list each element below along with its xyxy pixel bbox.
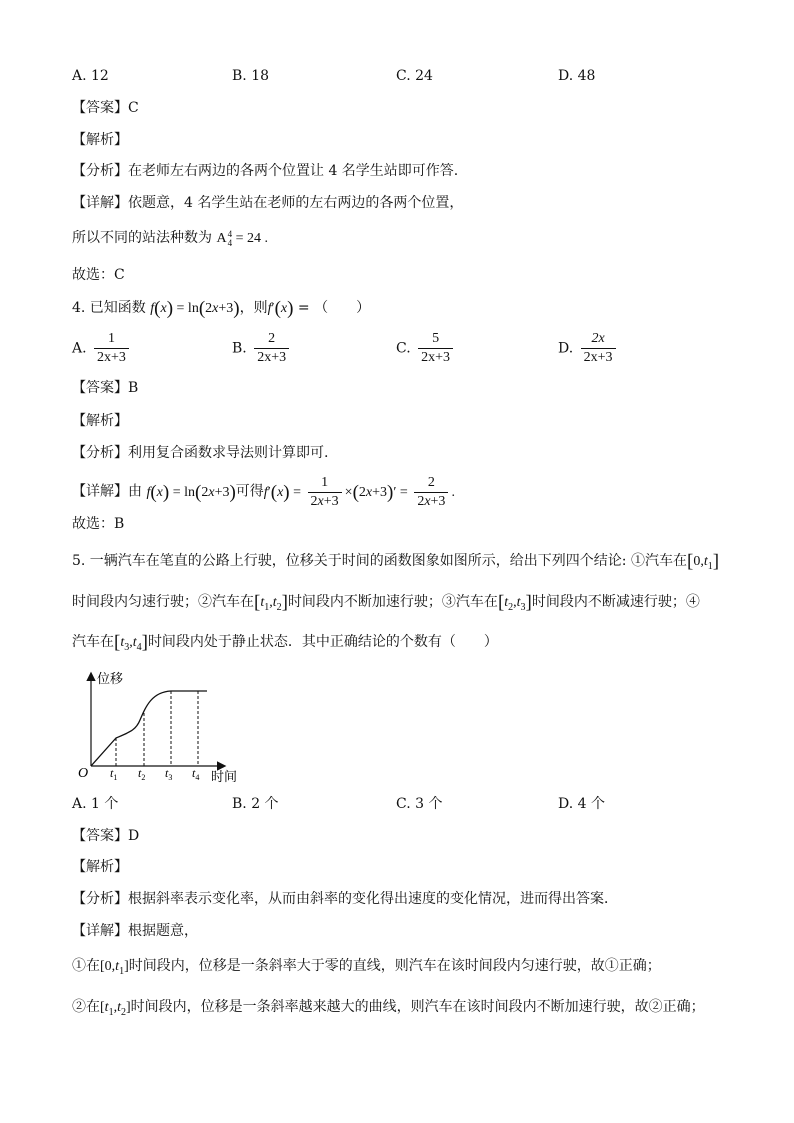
q4-option-b <box>232 331 292 366</box>
q4-stem-suffix: = （ ） <box>293 300 371 316</box>
q3-answer: 【答案】C <box>72 100 139 116</box>
q5-option-c: C. 3 个 <box>396 796 443 812</box>
q3-analysis-heading: 【解析】 <box>72 132 128 148</box>
q5-point1-prefix: ①在 <box>72 958 100 974</box>
q5-option-a: A. 1 个 <box>72 796 119 812</box>
q5-point2-interval: $[t_1,t_2]$ <box>100 1000 131 1018</box>
q5-stem2a: 时间段内匀速行驶；②汽车在 <box>72 594 254 610</box>
q5-point1 <box>72 956 661 982</box>
t4-label: $t_4$ <box>192 766 200 782</box>
q5-stem3b: 时间段内处于静止状态．其中正确结论的个数有（ ） <box>147 634 498 650</box>
q4-stem-prefix: 4. 已知函数 <box>72 300 146 316</box>
t3-label: $t_3$ <box>165 766 173 782</box>
q5-interval-t3-t4: $[t_3,t_4]$ <box>114 632 148 653</box>
q4-option-d-label: D. <box>558 340 574 357</box>
q5-analysis-heading: 【解析】 <box>72 859 128 875</box>
q3-option-c: C. 24 <box>396 68 433 84</box>
q5-point2-text: 时间段内，位移是一条斜率越来越大的曲线，则汽车在该时间段内不断加速行驶，故②正确； <box>130 999 705 1015</box>
origin-label: O <box>78 766 89 781</box>
t2-label: $t_2$ <box>138 766 146 782</box>
q3-option-b: B. 18 <box>232 68 270 84</box>
q4-option-d <box>558 331 619 366</box>
q5-interval-0-t1: $[0,t_1]$ <box>686 551 720 572</box>
q4-function-def: f(x) = ln(2x+3) <box>150 298 240 319</box>
displacement-curve <box>91 691 207 766</box>
q4-stem-mid: ，则 <box>239 300 268 316</box>
q4-option-c-label: C. <box>396 340 411 357</box>
q5-point2-prefix: ②在 <box>72 999 100 1015</box>
q3-fenxi: 【分析】在老师左右两边的各两个位置让 4 名学生站即可作答. <box>72 163 459 179</box>
q5-fenxi: 【分析】根据斜率表示变化率，从而由斜率的变化得出速度的变化情况，进而得出答案． <box>72 891 618 907</box>
q4-derivative: f′(x) <box>267 298 294 319</box>
q4-xiangjie-mid: 可得 <box>235 483 264 500</box>
q4-xiangjie-func: f(x) = ln(2x+3) <box>146 481 236 503</box>
q5-answer: 【答案】D <box>72 828 140 844</box>
q5-stem-line2 <box>72 592 700 618</box>
q5-point1-interval: $[0,t_1]$ <box>100 959 129 977</box>
q4-xiangjie <box>72 475 455 510</box>
q4-option-b-frac: $\frac{2}{2x+3}$ <box>254 331 289 366</box>
q5-option-d: D. 4 个 <box>558 796 605 812</box>
permutation-symbol: A 4 4 <box>216 228 233 248</box>
q3-option-a: A. 12 <box>72 68 109 84</box>
q5-interval-t2-t3: $[t_2,t_3]$ <box>497 592 532 613</box>
q4-option-c-frac: $\frac{5}{2x+3}$ <box>418 331 453 366</box>
q5-interval-t1-t2: $[t_1,t_2]$ <box>254 592 288 613</box>
q5-option-b: B. 2 个 <box>232 796 279 812</box>
q5-stem1: 5. 一辆汽车在笔直的公路上行驶，位移关于时间的函数图象如图所示，给出下列四个结论: ①汽车在 <box>72 553 687 569</box>
q3-xiangjie: 【详解】依题意，4 名学生站在老师的左右两边的各两个位置， <box>72 195 464 211</box>
q4-stem <box>72 298 370 319</box>
q4-analysis-heading: 【解析】 <box>72 413 128 429</box>
q5-stem3a: 汽车在 <box>72 634 114 650</box>
q5-xiangjie: 【详解】根据题意， <box>72 923 198 939</box>
q5-stem-line3 <box>72 632 498 658</box>
q3-count-result: = 24 . <box>232 231 268 246</box>
q5-stem2c: 时间段内不断减速行驶；④ <box>531 594 700 610</box>
q4-answer: 【答案】B <box>72 380 139 396</box>
q5-stem2b: 时间段内不断加速行驶；③汽车在 <box>287 594 498 610</box>
q3-option-d: D. 48 <box>558 68 596 84</box>
q3-count-prefix: 所以不同的站法种数为 <box>72 230 212 246</box>
q4-option-a <box>72 331 132 366</box>
q3-count-line <box>72 228 268 249</box>
displacement-time-graph <box>70 664 250 786</box>
q5-stem-line1 <box>72 551 719 577</box>
q4-option-b-label: B. <box>232 340 247 357</box>
q4-option-a-frac: $\frac{1}{2x+3}$ <box>94 331 129 366</box>
q4-choice: 故选：B <box>72 516 125 532</box>
t1-label: $t_1$ <box>110 766 118 782</box>
q5-point2 <box>72 997 705 1023</box>
q4-fenxi: 【分析】利用复合函数求导法则计算即可. <box>72 445 329 461</box>
q4-xiangjie-prefix: 【详解】由 <box>72 483 142 500</box>
q4-option-d-frac: $\frac{2x}{2x+3}$ <box>581 331 616 366</box>
x-axis-label: 时间 <box>211 770 238 785</box>
y-axis-label: 位移 <box>97 672 124 687</box>
q4-option-a-label: A. <box>72 340 87 357</box>
q4-option-c <box>396 331 456 366</box>
q3-choice: 故选：C <box>72 267 125 283</box>
q5-point1-text: 时间段内，位移是一条斜率大于零的直线，则汽车在该时间段内匀速行驶，故①正确； <box>128 958 661 974</box>
q4-xiangjie-derivation: f′(x) = $\frac{1}{2x+3}$ ×(2x+3)′ = $\frac{2}{2x+3}$ . <box>263 475 455 509</box>
